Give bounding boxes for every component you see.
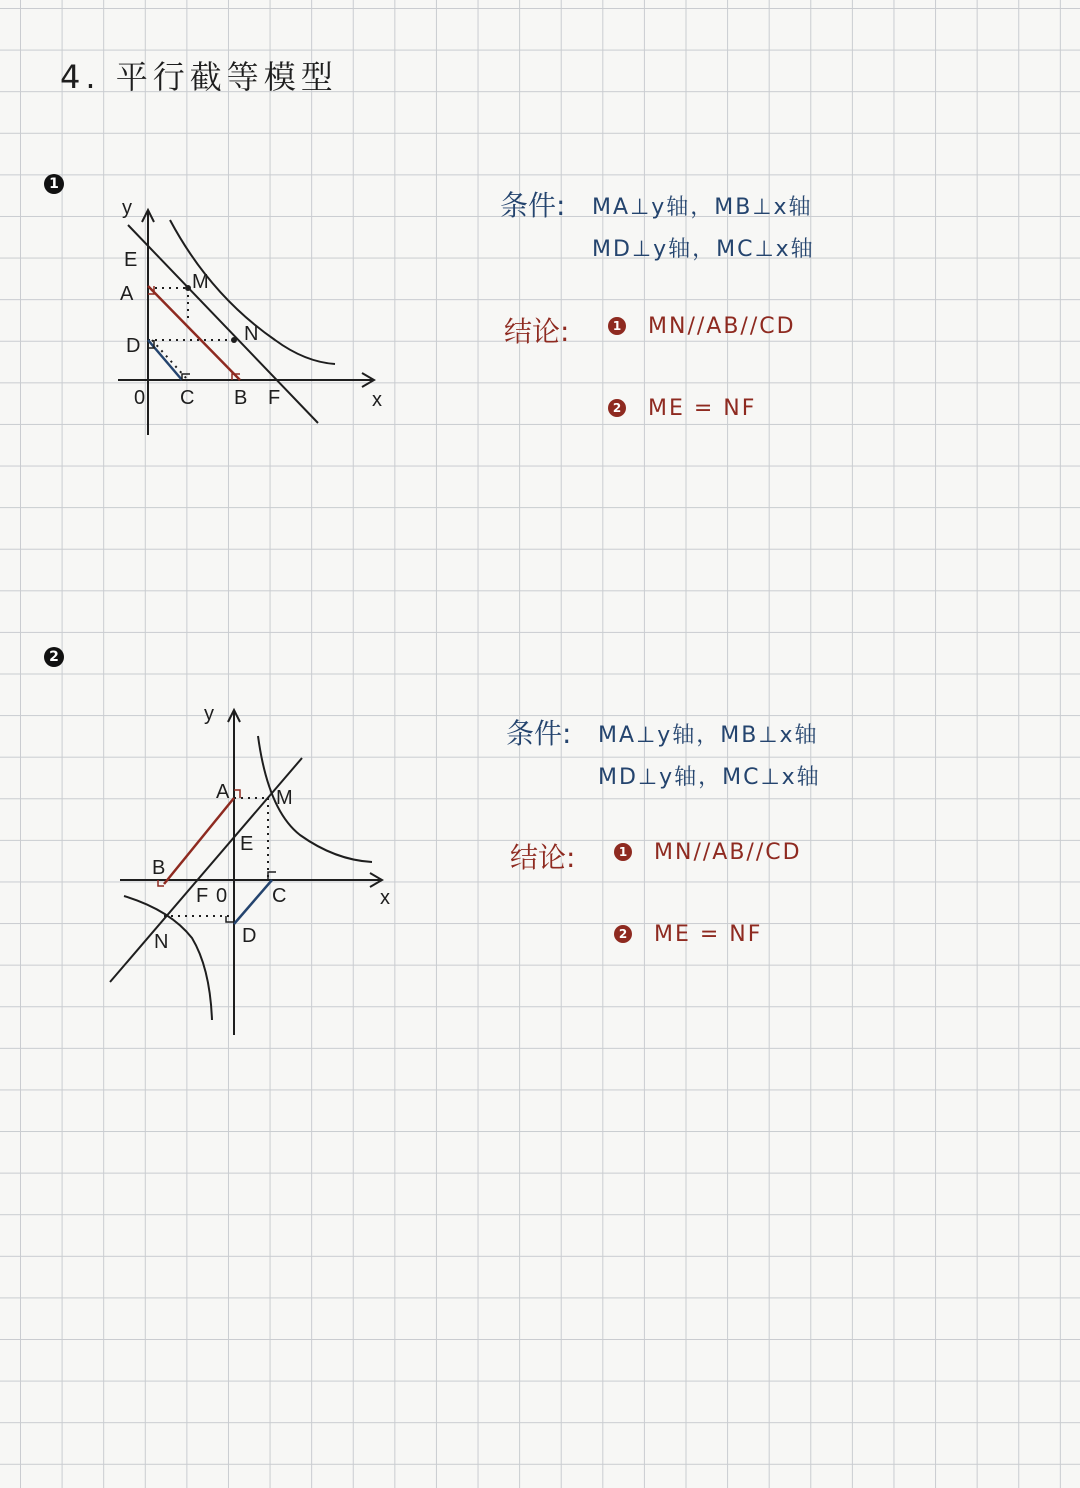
point-N <box>231 337 237 343</box>
conclusion-label-1: 结论: <box>504 315 570 348</box>
conclusion-2-item-2 <box>614 922 762 947</box>
label-B: B <box>152 857 166 879</box>
label-F: F <box>268 387 281 409</box>
segment-CD <box>148 340 182 380</box>
segment-AB <box>148 286 240 380</box>
label-origin: 0 <box>216 885 228 907</box>
line-MN <box>110 758 302 982</box>
conclusion-text: ME = NF <box>648 396 757 421</box>
conclusion-label-2: 结论: <box>510 841 576 874</box>
line-EF <box>128 225 318 423</box>
label-N: N <box>154 931 169 953</box>
label-B: B <box>234 387 248 409</box>
conclusion-text: MN//AB//CD <box>648 314 796 339</box>
conclusion-1-item-1 <box>608 314 796 339</box>
condition-2-line-1: MA⊥y轴，MB⊥x轴 <box>598 723 819 748</box>
condition-1-line-2: MD⊥y轴，MC⊥x轴 <box>592 237 815 262</box>
conclusion-text: ME = NF <box>654 922 763 947</box>
condition-2-line-2: MD⊥y轴，MC⊥x轴 <box>598 765 821 790</box>
label-C: C <box>272 885 287 907</box>
label-A: A <box>120 283 134 305</box>
right-angle-C <box>268 872 276 880</box>
section-1-marker: 1 <box>44 174 64 194</box>
label-D: D <box>126 335 141 357</box>
label-N: N <box>244 323 259 345</box>
condition-1-line-1: MA⊥y轴，MB⊥x轴 <box>592 195 813 220</box>
label-x: x <box>372 389 382 411</box>
conclusion-number: 2 <box>614 925 632 943</box>
label-D: D <box>242 925 257 947</box>
label-M: M <box>192 271 209 293</box>
dotted-D-C <box>152 340 186 378</box>
segment-CD <box>234 880 272 924</box>
label-y: y <box>204 703 214 725</box>
label-A: A <box>216 781 230 803</box>
label-C: C <box>180 387 195 409</box>
conclusion-2-item-1 <box>614 840 802 865</box>
conclusion-text: MN//AB//CD <box>654 840 802 865</box>
label-E: E <box>240 833 254 855</box>
condition-label-1: 条件: <box>500 189 566 222</box>
conclusion-number: 1 <box>614 843 632 861</box>
label-origin: 0 <box>134 387 146 409</box>
diagram-1 <box>100 180 400 440</box>
page-title: 4. 平行截等模型 <box>60 58 338 96</box>
label-E: E <box>124 249 138 271</box>
segment-AB <box>164 798 234 884</box>
point-M <box>185 285 191 291</box>
label-M: M <box>276 787 293 809</box>
diagram-2 <box>100 700 400 1040</box>
label-F: F <box>196 885 209 907</box>
label-x: x <box>380 887 390 909</box>
conclusion-1-item-2 <box>608 396 756 421</box>
section-2-marker: 2 <box>44 647 64 667</box>
conclusion-number: 2 <box>608 399 626 417</box>
conclusion-number: 1 <box>608 317 626 335</box>
label-y: y <box>122 197 132 219</box>
condition-label-2: 条件: <box>506 717 572 750</box>
